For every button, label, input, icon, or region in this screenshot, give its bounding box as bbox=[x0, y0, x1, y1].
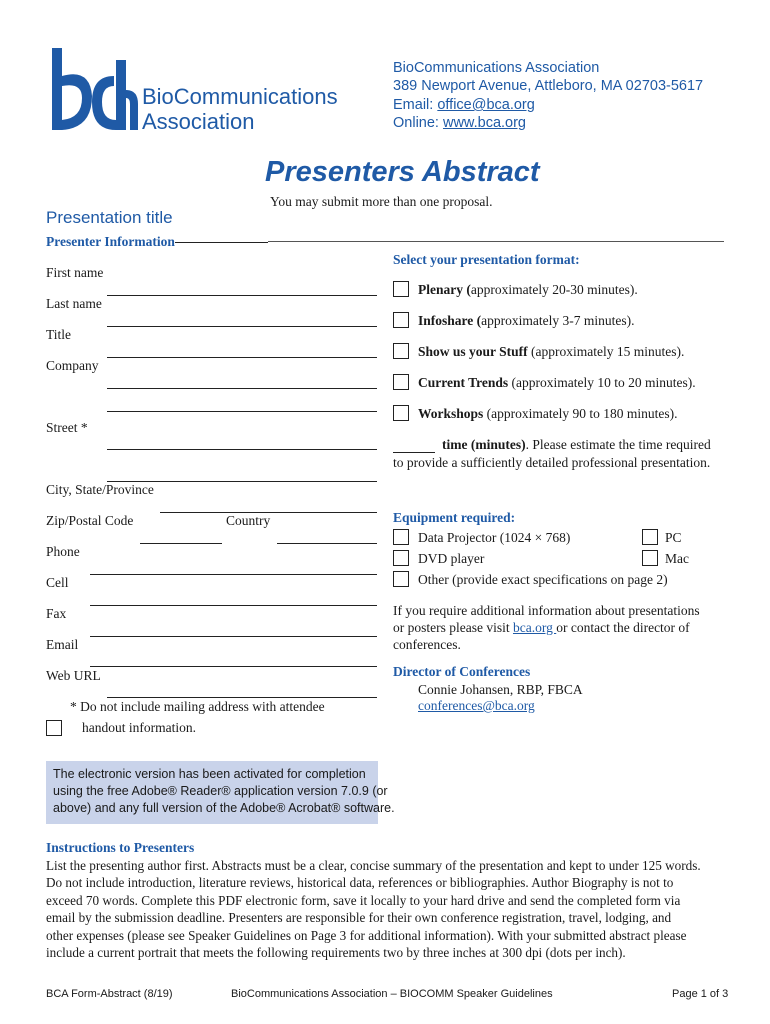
info-line1: If you require additional information about presentations bbox=[393, 603, 700, 618]
mailing-note-line2: handout information. bbox=[82, 720, 196, 735]
instructions-line: List the presenting author first. Abstracts must be a clear, concise summary of the presentation and kept to under 125 words. bbox=[46, 858, 701, 873]
logo-text-line2: Association bbox=[142, 109, 255, 134]
bca-logo bbox=[52, 46, 138, 132]
current-trends-checkbox[interactable] bbox=[393, 374, 409, 390]
company-field[interactable] bbox=[107, 388, 377, 389]
bca-logo-mark bbox=[52, 46, 138, 132]
office-email-link[interactable]: office@bca.org bbox=[437, 97, 535, 113]
director-name: Connie Johansen, RBP, FBCA bbox=[418, 682, 583, 697]
instructions-line: other expenses (please see Speaker Guidelines on Page 3 for additional information). With your submitted abstract please bbox=[46, 927, 687, 943]
current-trends-bold: Current Trends bbox=[418, 375, 512, 390]
infoshare-checkbox[interactable] bbox=[393, 312, 409, 328]
time-text: . Please estimate the time required bbox=[525, 437, 711, 452]
notice-line3: above) and any full version of the Adobe® Acrobat® software. bbox=[53, 801, 395, 815]
mailing-address-checkbox[interactable] bbox=[46, 720, 62, 736]
last-name-field[interactable] bbox=[107, 326, 377, 327]
equipment-heading: Equipment required: bbox=[393, 510, 516, 525]
plenary-text: approximately 20-30 minutes). bbox=[470, 282, 638, 297]
page-subtitle: You may submit more than one proposal. bbox=[270, 194, 493, 209]
plenary-option bbox=[418, 282, 638, 298]
country-field[interactable] bbox=[277, 543, 377, 544]
contact-email bbox=[393, 97, 535, 113]
contact-org: BioCommunications Association bbox=[393, 60, 600, 76]
dvd-checkbox[interactable] bbox=[393, 550, 409, 566]
web-url-field[interactable] bbox=[107, 697, 377, 698]
title-field[interactable] bbox=[107, 357, 377, 358]
workshops-checkbox[interactable] bbox=[393, 405, 409, 421]
info-line2 bbox=[393, 620, 690, 636]
notice-line1: The electronic version has been activated for completion bbox=[53, 767, 366, 781]
time-line1 bbox=[442, 437, 711, 453]
instructions-line: include a current portrait that meets the following requirements two by three inches at 300 dpi (dots per inch). bbox=[46, 945, 626, 961]
city-label: City, State/Province bbox=[46, 482, 154, 497]
projector-checkbox[interactable] bbox=[393, 529, 409, 545]
contact-address: 389 Newport Avenue, Attleboro, MA 02703-5617 bbox=[393, 78, 704, 94]
company-field-2[interactable] bbox=[107, 411, 377, 412]
contact-online bbox=[393, 115, 526, 131]
director-email-link[interactable]: conferences@bca.org bbox=[418, 698, 535, 713]
mailing-note-line1: * Do not include mailing address with attendee bbox=[70, 699, 325, 714]
format-heading: Select your presentation format: bbox=[393, 252, 580, 267]
time-line2: to provide a sufficiently detailed professional presentation. bbox=[393, 455, 711, 470]
fax-field[interactable] bbox=[90, 636, 377, 637]
heading-rule bbox=[175, 242, 268, 243]
time-bold: time (minutes) bbox=[442, 437, 526, 452]
country-label: Country bbox=[226, 513, 271, 528]
phone-field[interactable] bbox=[90, 574, 377, 575]
footer-form-id: BCA Form-Abstract (8/19) bbox=[46, 988, 173, 1000]
infoshare-option bbox=[418, 313, 634, 329]
director-heading: Director of Conferences bbox=[393, 664, 531, 679]
footer-center: BioCommunications Association – BIOCOMM Speaker Guidelines bbox=[231, 988, 553, 1000]
zip-label: Zip/Postal Code bbox=[46, 513, 134, 528]
zip-field[interactable] bbox=[140, 543, 222, 544]
pc-checkbox[interactable] bbox=[642, 529, 658, 545]
website-link[interactable]: www.bca.org bbox=[442, 115, 526, 131]
info-line2-pre: or posters please visit bbox=[393, 620, 513, 635]
current-trends-text: (approximately 10 to 20 minutes). bbox=[511, 375, 696, 390]
first-name-field[interactable] bbox=[107, 295, 377, 296]
infoshare-bold: Infoshare ( bbox=[418, 313, 482, 328]
mac-checkbox[interactable] bbox=[642, 550, 658, 566]
phone-label: Phone bbox=[46, 544, 80, 559]
show-stuff-checkbox[interactable] bbox=[393, 343, 409, 359]
presentation-title-label: Presentation title bbox=[46, 208, 173, 227]
last-name-label: Last name bbox=[46, 296, 102, 311]
workshops-option bbox=[418, 406, 678, 422]
instructions-line: Do not include introduction, literature reviews, historical data, references or bibliographies. Author Biography is not to bbox=[46, 875, 674, 891]
infoshare-text: approximately 3-7 minutes). bbox=[481, 313, 635, 328]
email-label: Email bbox=[46, 637, 79, 652]
title-label: Title bbox=[46, 327, 72, 342]
online-prefix: Online: bbox=[393, 115, 443, 131]
plenary-bold: Plenary ( bbox=[418, 282, 471, 297]
instructions-body bbox=[46, 857, 701, 961]
mac-label: Mac bbox=[665, 551, 689, 566]
email-prefix: Email: bbox=[393, 97, 438, 113]
show-stuff-text: (approximately 15 minutes). bbox=[531, 344, 685, 359]
footer-page-number: Page 1 of 3 bbox=[672, 988, 729, 1000]
time-minutes-field[interactable] bbox=[393, 452, 435, 453]
page-title: Presenters Abstract bbox=[265, 156, 540, 188]
logo-text-line1: BioCommunications bbox=[142, 84, 338, 109]
projector-label: Data Projector (1024 × 768) bbox=[418, 530, 571, 545]
show-stuff-option bbox=[418, 344, 684, 360]
bca-link[interactable]: bca.org bbox=[512, 620, 557, 635]
street-field[interactable] bbox=[107, 449, 377, 450]
email-field[interactable] bbox=[90, 666, 377, 667]
other-label: Other (provide exact specifications on page 2) bbox=[418, 572, 668, 587]
current-trends-option bbox=[418, 375, 696, 391]
fax-label: Fax bbox=[46, 606, 67, 621]
workshops-text: (approximately 90 to 180 minutes). bbox=[486, 406, 678, 421]
web-url-label: Web URL bbox=[46, 668, 101, 683]
instructions-heading: Instructions to Presenters bbox=[46, 840, 195, 855]
presenter-info-heading: Presenter Information bbox=[46, 234, 175, 249]
cell-field[interactable] bbox=[90, 605, 377, 606]
presentation-title-field[interactable] bbox=[268, 241, 724, 242]
plenary-checkbox[interactable] bbox=[393, 281, 409, 297]
info-line2-post: or contact the director of bbox=[556, 620, 690, 635]
company-label: Company bbox=[46, 358, 99, 373]
street-label: Street * bbox=[46, 420, 88, 435]
cell-label: Cell bbox=[46, 575, 69, 590]
instructions-line: exceed 70 words. Complete this PDF electronic form, save it locally to your hard drive and send the completed form via bbox=[46, 892, 681, 908]
show-stuff-bold: Show us your Stuff bbox=[418, 344, 532, 359]
notice-line2: using the free Adobe® Reader® application version 7.0.9 (or bbox=[53, 784, 388, 798]
instructions-line: email by the submission deadline. Presenters are responsible for their own conference registration, travel, lodging, and bbox=[46, 910, 672, 926]
first-name-label: First name bbox=[46, 265, 104, 280]
info-line3: conferences. bbox=[393, 637, 461, 652]
workshops-bold: Workshops bbox=[418, 406, 487, 421]
other-checkbox[interactable] bbox=[393, 571, 409, 587]
pc-label: PC bbox=[665, 530, 682, 545]
dvd-label: DVD player bbox=[418, 551, 485, 566]
